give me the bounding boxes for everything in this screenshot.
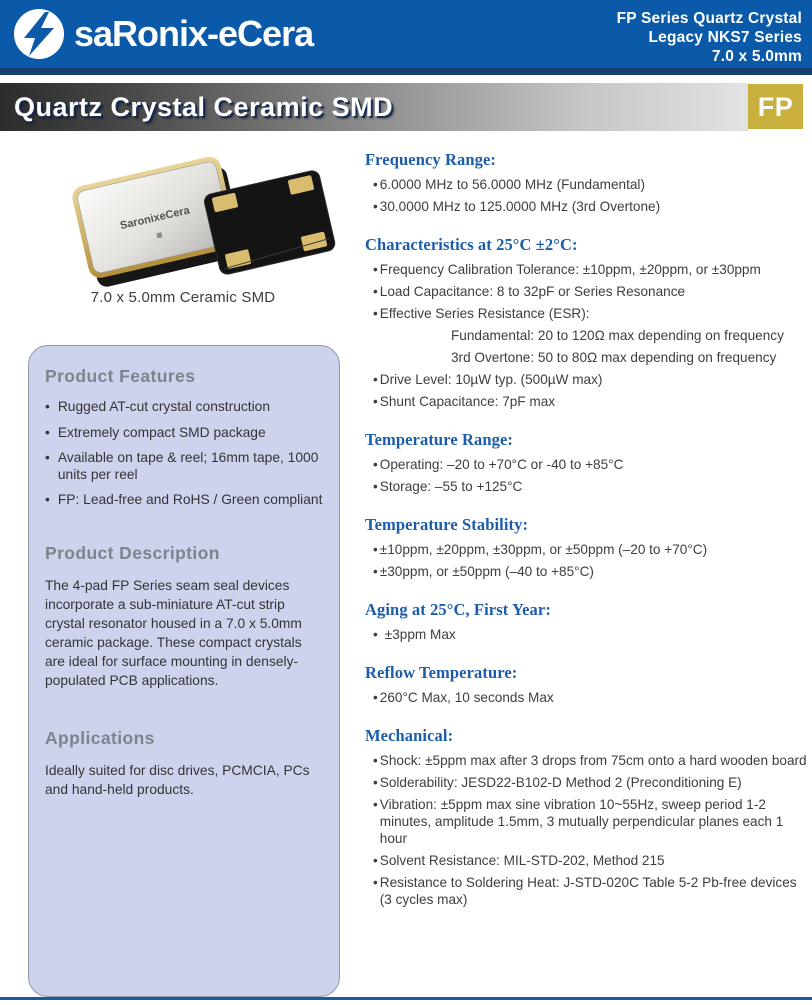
feature-item-text: Extremely compact SMD package (57, 424, 266, 440)
specs-column (365, 150, 812, 928)
spec-item-text: ±3ppm Max (384, 627, 456, 642)
spec-item-text: Load Capacitance: 8 to 32pF or Series Resonance (379, 284, 686, 299)
spec-item-text: Frequency Calibration Tolerance: ±10ppm, ±20ppm, or ±30ppm (379, 262, 761, 277)
header-product-line: 7.0 x 5.0mm (711, 48, 802, 65)
bullet-glyph: • (373, 199, 378, 214)
spec-item-text: Solvent Resistance: MIL-STD-202, Method 215 (379, 853, 665, 868)
spec-item (365, 874, 812, 908)
page-title: Quartz Crystal Ceramic SMD (14, 92, 394, 122)
header-product-lines (617, 9, 802, 66)
spec-heading: Mechanical: (365, 726, 454, 745)
bullet-glyph: • (373, 564, 378, 579)
bullet-glyph: • (373, 177, 378, 192)
spec-item (365, 261, 812, 278)
header-product-line: FP Series Quartz Crystal (616, 10, 802, 27)
bullet-glyph: • (373, 797, 378, 812)
bullet-glyph: • (373, 542, 378, 557)
spec-section (365, 515, 812, 580)
feature-item-text: Rugged AT-cut crystal construction (57, 399, 271, 414)
spec-section (365, 726, 812, 908)
spec-item (365, 349, 812, 366)
feature-item (45, 492, 323, 509)
spec-item-text: Fundamental: 20 to 120Ω max depending on frequency (451, 328, 784, 343)
spec-item (365, 626, 812, 643)
spec-item (365, 283, 812, 300)
footer-rule (0, 997, 812, 1000)
spec-item (365, 176, 812, 193)
spec-item (365, 305, 812, 322)
spec-item (365, 752, 812, 769)
spec-item (365, 371, 812, 388)
feature-item (45, 425, 323, 442)
bullet-glyph: • (373, 457, 378, 472)
spec-item (365, 198, 812, 215)
bullet-glyph: • (373, 372, 378, 387)
bullet-glyph: • (45, 450, 50, 465)
description-title: Product Description (45, 542, 220, 563)
spec-item-text: Drive Level: 10µW typ. (500µW max) (379, 372, 603, 387)
header-navy-strip (0, 68, 812, 75)
crystal-package-photo (52, 140, 337, 280)
spec-section (365, 600, 812, 643)
spec-heading: Temperature Range: (365, 430, 513, 449)
spec-item-text: Shock: ±5ppm max after 3 drops from 75cm onto a hard wooden board (379, 753, 807, 768)
spec-item (365, 541, 812, 558)
fp-series-badge: FP (748, 84, 803, 129)
bullet-glyph: • (373, 627, 378, 642)
spec-heading: Aging at 25°C, First Year: (365, 600, 551, 619)
brand-logo (12, 7, 322, 61)
spec-item (365, 393, 812, 410)
bullet-glyph: • (45, 399, 50, 414)
spec-item-text: Storage: –55 to +125°C (379, 479, 523, 494)
features-title: Product Features (45, 366, 196, 386)
info-panel (28, 345, 340, 997)
bullet-glyph: • (373, 775, 378, 790)
spec-item (365, 478, 812, 495)
feature-item (45, 399, 323, 416)
spec-section (365, 235, 812, 410)
spec-section (365, 430, 812, 495)
header-product-line: Legacy NKS7 Series (648, 29, 802, 46)
spec-item-text: Vibration: ±5ppm max sine vibration 10~55Hz, sweep period 1-2 minutes, amplitude 1.5mm, 3 mutually perpendicular planes each 1 hour (379, 797, 784, 846)
spec-heading: Temperature Stability: (365, 515, 529, 534)
spec-item (365, 852, 812, 869)
spec-section (365, 150, 812, 215)
spec-item-text: 30.0000 MHz to 125.0000 MHz (3rd Overtone) (379, 199, 661, 214)
spec-item-text: 6.0000 MHz to 56.0000 MHz (Fundamental) (379, 177, 645, 192)
bullet-glyph: • (373, 394, 378, 409)
figure-caption: 7.0 x 5.0mm Ceramic SMD (90, 289, 276, 306)
lightning-bolt-logo-icon (12, 7, 66, 61)
title-banner (0, 83, 748, 131)
bullet-glyph: • (373, 690, 378, 705)
spec-item-text: Effective Series Resistance (ESR): (379, 306, 590, 321)
brand-name-text: saRonix-eCera (74, 13, 314, 54)
header-band (0, 0, 812, 68)
bullet-glyph: • (373, 284, 378, 299)
applications-text: Ideally suited for disc drives, PCMCIA, PCs and hand-held products. (45, 762, 310, 797)
spec-item (365, 774, 812, 791)
spec-item (365, 796, 812, 847)
bullet-glyph: • (373, 875, 378, 890)
feature-item-text: FP: Lead-free and RoHS / Green compliant (57, 492, 323, 507)
applications-title: Applications (45, 727, 155, 748)
feature-item-text: Available on tape & reel; 16mm tape, 1000 units per reel (57, 450, 319, 482)
spec-item-text: 3rd Overtone: 50 to 80Ω max depending on frequency (451, 350, 777, 365)
spec-item-text: Shunt Capacitance: 7pF max (379, 394, 556, 409)
spec-item (365, 563, 812, 580)
spec-item (365, 327, 812, 344)
spec-item-text: ±10ppm, ±20ppm, ±30ppm, or ±50ppm (–20 to +70°C) (379, 542, 708, 557)
product-figure (52, 140, 342, 306)
chip-print-label: SaronixeCera (119, 204, 191, 233)
feature-item (45, 450, 323, 483)
description-text: The 4-pad FP Series seam seal devices incorporate a sub-miniature AT-cut strip crystal resonator housed in a 7.0 x 5.0mm ceramic package. These compact crystals are ideal for surface mounting in densely-populated PCB applications. (45, 577, 302, 688)
spec-heading: Reflow Temperature: (365, 663, 518, 682)
bullet-glyph: • (373, 853, 378, 868)
brand-name (74, 7, 322, 61)
spec-item-text: Resistance to Soldering Heat: J-STD-020C Table 5-2 Pb-free devices (3 cycles max) (379, 875, 797, 907)
spec-heading: Frequency Range: (365, 150, 496, 169)
spec-item-text: ±30ppm, or ±50ppm (–40 to +85°C) (379, 564, 594, 579)
bullet-glyph: • (373, 479, 378, 494)
spec-section (365, 663, 812, 706)
bullet-glyph: • (373, 753, 378, 768)
bullet-glyph: • (45, 492, 50, 507)
spec-item-text: Solderability: JESD22-B102-D Method 2 (Preconditioning E) (379, 775, 742, 790)
spec-item (365, 689, 812, 706)
bullet-glyph: • (373, 262, 378, 277)
features-list (45, 399, 323, 509)
spec-item-text: 260°C Max, 10 seconds Max (379, 690, 554, 705)
bullet-glyph: • (45, 424, 50, 440)
trademark-symbol (314, 0, 323, 1)
spec-heading: Characteristics at 25°C ±2°C: (365, 235, 578, 254)
bullet-glyph: • (373, 306, 378, 321)
spec-item (365, 456, 812, 473)
spec-item-text: Operating: –20 to +70°C or -40 to +85°C (379, 457, 624, 472)
